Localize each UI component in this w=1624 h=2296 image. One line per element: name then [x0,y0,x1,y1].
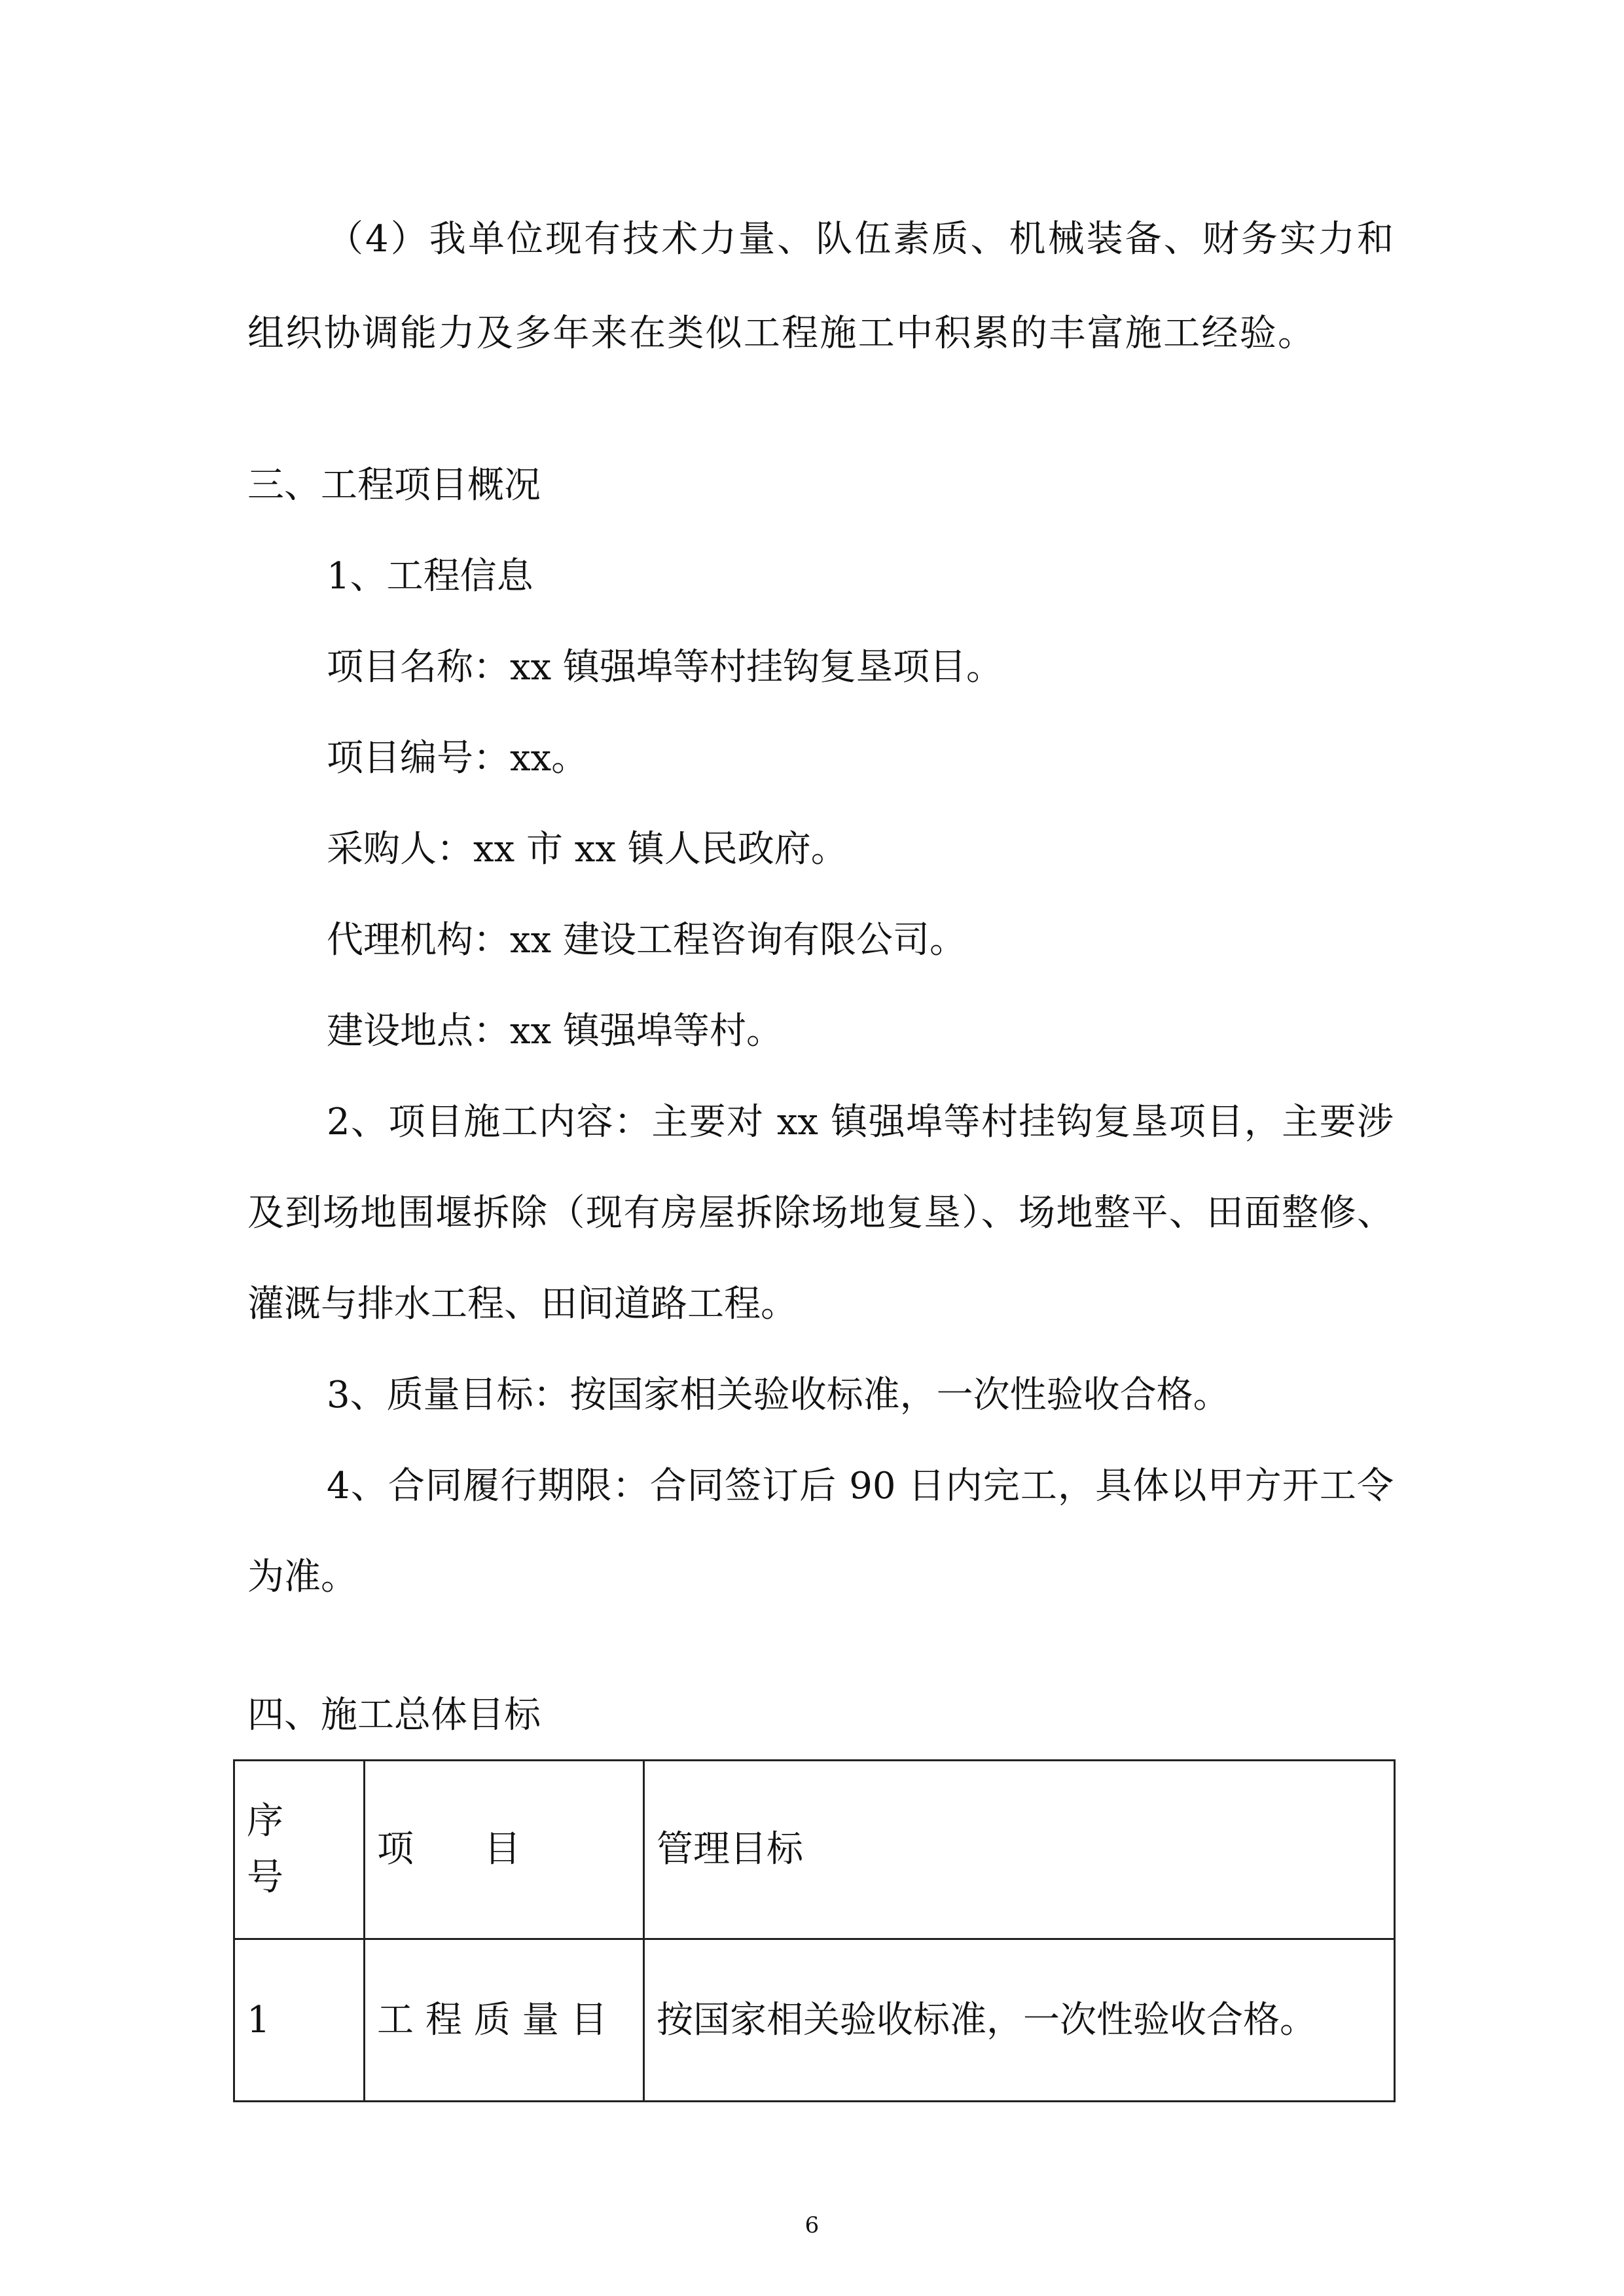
section-3-heading: 三、工程项目概况 [247,464,541,507]
header-item: 项 目 [377,1828,550,1871]
item-2-line-3: 灌溉与排水工程、田间道路工程。 [247,1283,797,1325]
header-index: 序号 [247,1800,283,1899]
row-1-index: 1 [247,1998,270,2041]
row-1-item-cell [365,1939,644,2102]
goals-table [233,1759,1396,2102]
project-name: 项目名称：xx 镇强埠等村挂钩复垦项目。 [327,646,1003,689]
row-1-goal: 按国家相关验收标准，一次性验收合格。 [657,1998,1316,2041]
paragraph-4-line-1: （4）我单位现有技术力量、队伍素质、机械装备、财务实力和 [327,218,1394,260]
header-item-cell [365,1761,644,1939]
paragraph-4-line-2: 组织协调能力及多年来在类似工程施工中积累的丰富施工经验。 [247,312,1314,355]
item-2-line-1: 2、项目施工内容：主要对 xx 镇强埠等村挂钩复垦项目，主要涉 [327,1101,1394,1143]
subsection-1-heading: 1、工程信息 [327,555,533,598]
header-index-cell [234,1761,365,1939]
agency: 代理机构：xx 建设工程咨询有限公司。 [327,919,966,961]
header-goal: 管理目标 [657,1828,803,1871]
row-1-goal-cell [644,1939,1395,2102]
page-number: 6 [804,2212,820,2238]
row-1-index-cell [234,1939,365,2102]
purchaser: 采购人：xx 市 xx 镇人民政府。 [327,828,848,870]
project-number: 项目编号：xx。 [327,737,588,780]
row-1-item: 工程质量目 [377,1998,619,2041]
header-goal-cell [644,1761,1395,1939]
construction-site: 建设地点：xx 镇强埠等村。 [327,1010,783,1052]
item-4-line-2: 为准。 [247,1556,357,1598]
item-3: 3、质量目标：按国家相关验收标准，一次性验收合格。 [327,1374,1230,1416]
table-row [234,1939,1395,2102]
item-2-line-2: 及到场地围堰拆除（现有房屋拆除场地复垦）、场地整平、田面整修、 [247,1192,1394,1234]
table-header-row [234,1761,1395,1939]
section-4-heading: 四、施工总体目标 [247,1694,541,1736]
item-4-line-1: 4、合同履行期限：合同签订后 90 日内完工，具体以甲方开工令 [327,1465,1394,1507]
